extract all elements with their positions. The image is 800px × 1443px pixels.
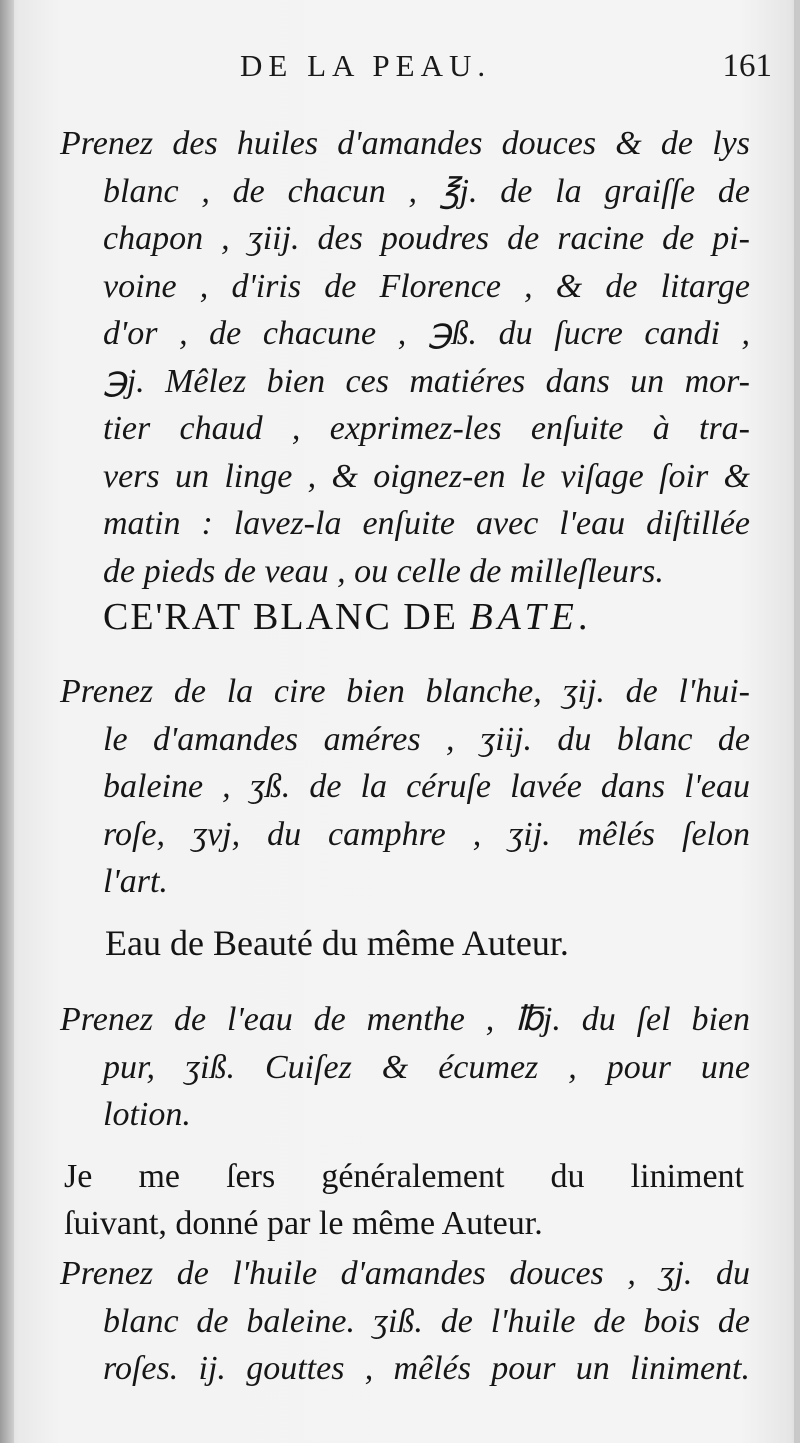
recipe-paragraph-2 <box>60 668 750 906</box>
recipe-paragraph-3 <box>60 996 750 1139</box>
text-line: le d'amandes améres , ʒiij. du blanc de <box>103 720 750 758</box>
text-line: chapon , ʒiij. des poudres de racine de pi- <box>103 220 750 257</box>
text-line: Je me ſers généralement du liniment <box>64 1158 744 1195</box>
text-line: d'or , de chacune , ℈ß. du ſucre candi , <box>103 315 750 352</box>
section-heading-eau: Eau de Beauté du même Auteur. <box>105 923 569 963</box>
text-line: tier chaud , exprimez-les enſuite à tra- <box>103 410 750 447</box>
text-line: Prenez de l'eau de menthe , ℔j. du ſel bien <box>60 1001 750 1038</box>
text-line: Prenez de l'huile d'amandes douces , ʒj. du <box>60 1255 750 1292</box>
text-line: pur, ʒiß. Cuiſez & écumez , pour une <box>103 1048 750 1086</box>
text-line: matin : lavez-la enſuite avec l'eau diſtillée <box>103 505 750 542</box>
page-gutter-shadow <box>0 0 14 1443</box>
text-line: roſes. ij. gouttes , mêlés pour un liniment. <box>103 1350 750 1387</box>
heading-roman-part: CE'RAT BLANC DE <box>103 596 470 638</box>
text-line: ℈j. Mêlez bien ces matiéres dans un mor- <box>103 362 750 400</box>
page-number: 161 <box>722 48 772 84</box>
text-line: vers un linge , & oignez-en le viſage ſoir & <box>103 457 750 495</box>
text-line: ſuivant, donné par le même Auteur. <box>64 1205 543 1242</box>
recipe-paragraph-5 <box>60 1250 750 1393</box>
text-line: Prenez des huiles d'amandes douces & de lys <box>60 125 750 162</box>
prose-paragraph <box>64 1153 744 1247</box>
text-line: voine , d'iris de Florence , & de litarge <box>103 267 750 305</box>
text-line: de pieds de veau , ou celle de milleſleurs. <box>103 552 664 590</box>
text-line: Prenez de la cire bien blanche, ʒij. de l'hui- <box>60 673 750 710</box>
page-edge <box>794 0 800 1443</box>
text-line: baleine , ʒß. de la céruſe lavée dans l'eau <box>103 768 750 805</box>
section-heading-cerat <box>103 595 593 639</box>
text-line: blanc de baleine. ʒiß. de l'huile de bois de <box>103 1302 750 1340</box>
recipe-paragraph-1 <box>60 120 750 595</box>
heading-italic-part: BATE. <box>469 596 594 638</box>
text-line: roſe, ʒvj, du camphre , ʒij. mêlés ſelon <box>103 815 750 853</box>
text-line: lotion. <box>103 1096 191 1133</box>
text-line: l'art. <box>103 863 168 900</box>
text-line: blanc , de chacun , ℥j. de la graiſſe de <box>103 172 750 210</box>
running-head: DE LA PEAU. <box>240 48 492 83</box>
